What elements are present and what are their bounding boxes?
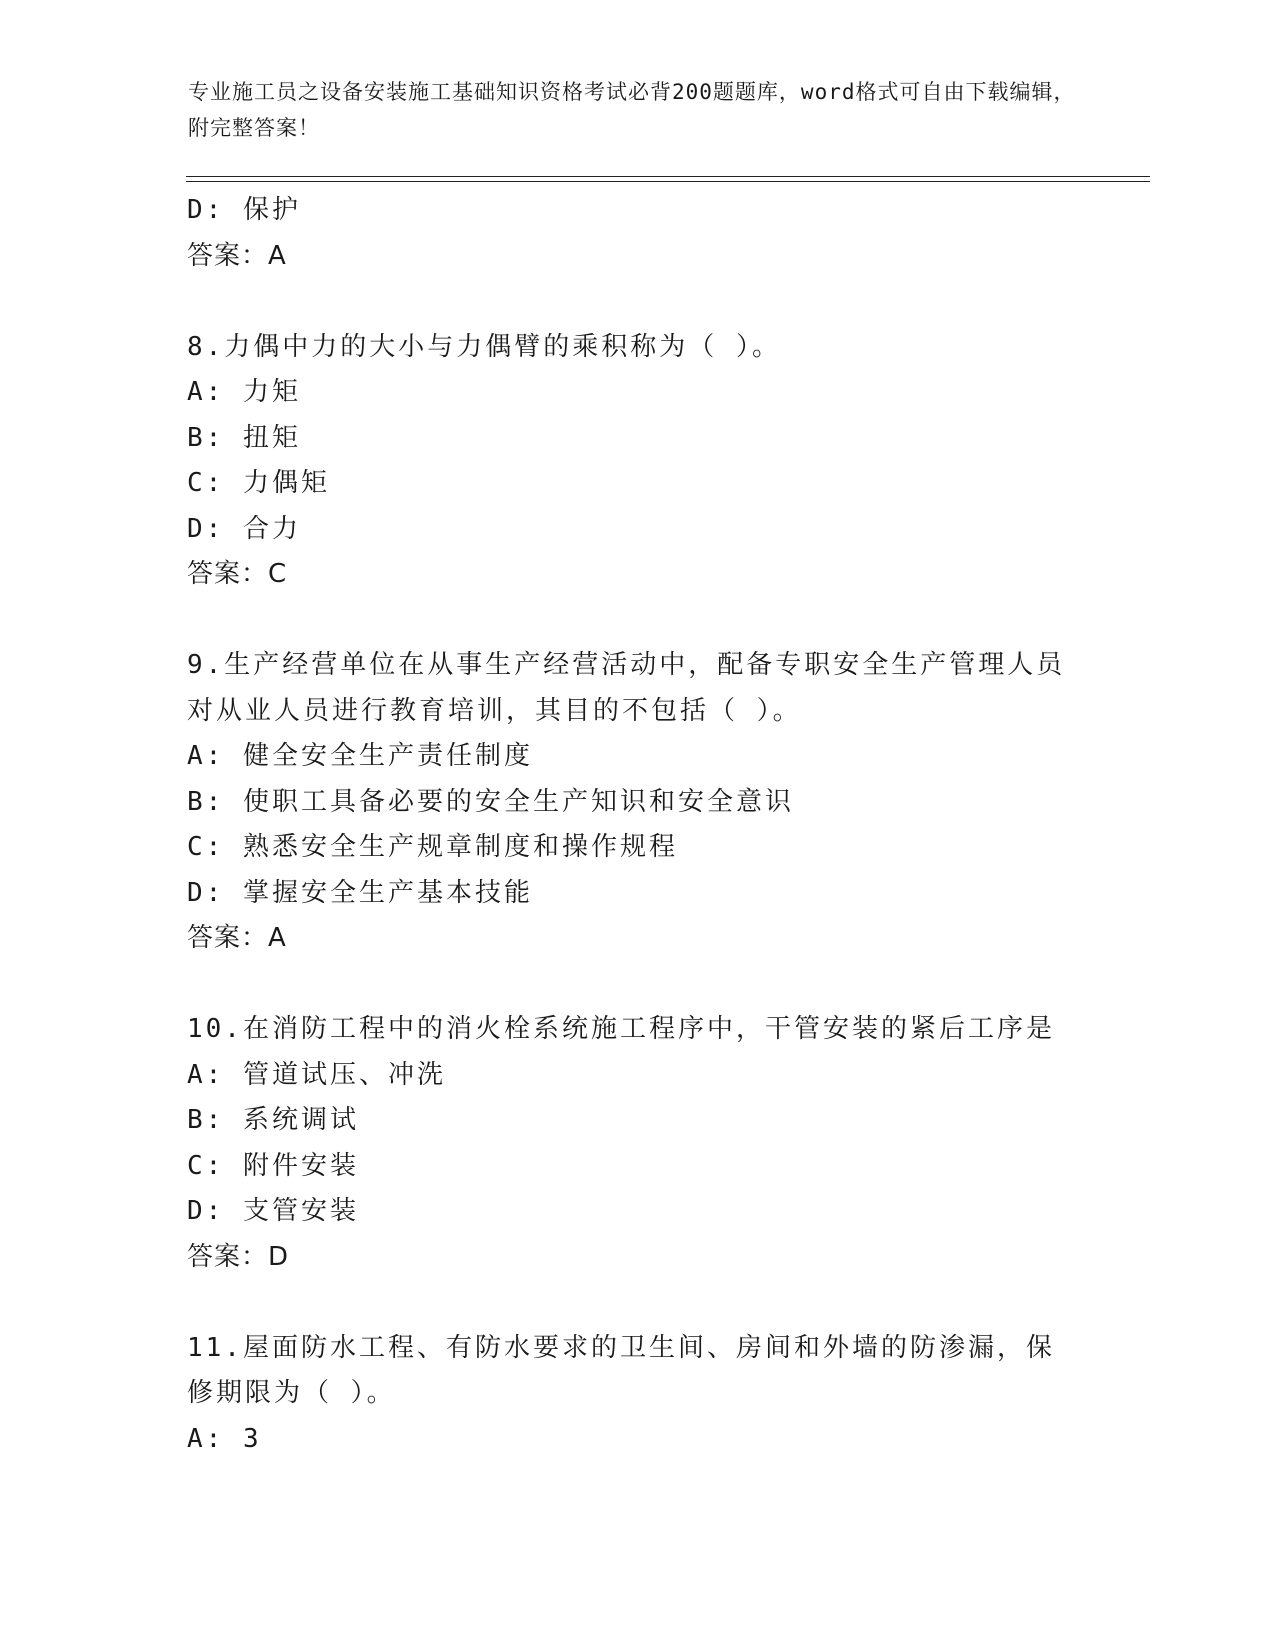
question-8	[187, 325, 1087, 598]
question-10	[187, 1007, 1087, 1280]
option-a: A: 健全安全生产责任制度	[187, 741, 533, 771]
option-c: C: 熟悉安全生产规章制度和操作规程	[187, 832, 678, 862]
question-9	[187, 643, 1087, 962]
document-body	[187, 188, 1087, 1462]
spacer	[187, 279, 1087, 325]
spacer	[187, 962, 1087, 1008]
option-a: A: 管道试压、冲洗	[187, 1059, 446, 1090]
document-header: 专业施工员之设备安装施工基础知识资格考试必背200题题库，word格式可自由下载编辑，附完整答案！	[188, 80, 1076, 140]
header-rule-bottom	[186, 181, 1150, 182]
answer-line: 答案：A	[187, 240, 287, 271]
option-c: C: 附件安装	[187, 1150, 359, 1181]
option-d: D: 掌握安全生产基本技能	[187, 877, 533, 908]
option-d: D: 合力	[187, 513, 301, 544]
question-stem: 9.生产经营单位在从事生产经营活动中，配备专职安全生产管理人员对从业人员进行教育培训，其目的不包括（ ）。	[187, 650, 1066, 726]
answer-line: 答案：D	[187, 1241, 290, 1272]
option-c: C: 力偶矩	[187, 468, 330, 498]
question-stem: 10.在消防工程中的消火栓系统施工程序中，干管安装的紧后工序是	[187, 1014, 1055, 1044]
option-d: D: 支管安装	[187, 1196, 359, 1226]
option-a: A: 3	[187, 1423, 262, 1454]
spacer	[187, 598, 1087, 644]
option-d: D: 保护	[187, 195, 301, 225]
option-b: B: 扭矩	[187, 422, 301, 453]
answer-line: 答案：A	[187, 923, 287, 953]
option-a: A: 力矩	[187, 377, 301, 407]
answer-line: 答案：C	[187, 559, 288, 589]
spacer	[187, 1280, 1087, 1326]
option-b: B: 系统调试	[187, 1105, 359, 1135]
question-11	[187, 1326, 1087, 1463]
option-b: B: 使职工具备必要的安全生产知识和安全意识	[187, 786, 794, 817]
question-stem: 8.力偶中力的大小与力偶臂的乘积称为（ ）。	[187, 331, 781, 362]
header-rule-top	[186, 176, 1150, 177]
question-stem: 11.屋面防水工程、有防水要求的卫生间、房间和外墙的防渗漏，保修期限为（ ）。	[187, 1332, 1055, 1408]
